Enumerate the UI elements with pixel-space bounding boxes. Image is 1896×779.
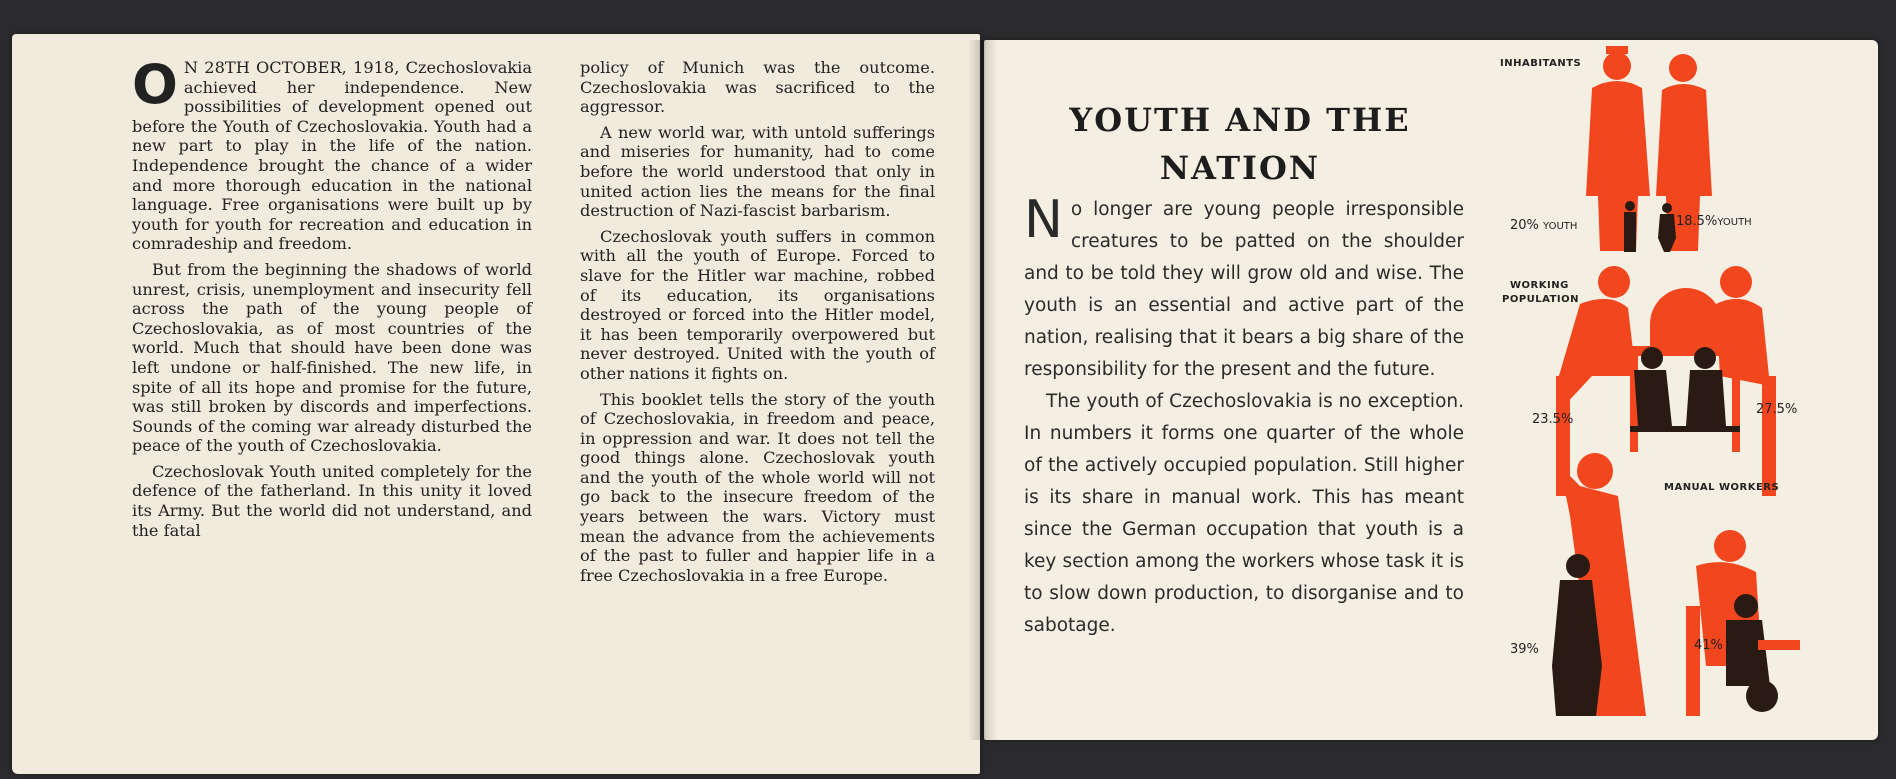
paragraph: But from the beginning the shadows of world unrest, crisis, unemployment and insecurity fell across the path of the young people of Czechoslovakia, as of most countries of the world. Much that should have been done was left undone or half-finished. The new life, in spite of all its hope and promise for the future, was still broken by discords and imperfections. Sounds of the coming war already disturbed the peace of the youth of Czechoslovakia. bbox=[132, 259, 532, 456]
inhabitants-right-pct: 18.5%YOUTH bbox=[1676, 214, 1752, 229]
infographic bbox=[1500, 46, 1800, 726]
book-spine bbox=[968, 40, 998, 740]
paragraph: Czechoslovak youth suffers in common with all the youth of Europe. Forced to slave for the Hitler war machine, robbed of its education, its organisations destroyed or forced into the Hitler model, it has been temporarily overpowered but never destroyed. United with the youth of other nations it fights on. bbox=[580, 226, 935, 383]
working-left-pct: 23.5% bbox=[1532, 412, 1574, 427]
title-line-1: YOUTH AND THE bbox=[1069, 101, 1411, 139]
paragraph: policy of Munich was the outcome. Czechoslovakia was sacrificed to the aggressor. bbox=[580, 58, 935, 117]
manual-left-pct: 39% bbox=[1510, 642, 1539, 657]
paragraph: O N 28TH OCTOBER, 1918, Czechoslovakia achieved her independence. New possibilities of development opened out before the Youth of Czechoslovakia. Youth had a new part to play in the life of the nation. Independence brought the chance of a wider and more thorough education in the national language. Free organisations were built up by youth for youth for recreation and education in comradeship and freedom. bbox=[132, 53, 532, 254]
paragraph: A new world war, with untold sufferings and miseries for humanity, had to come before the world understood that only in united action lies the means for the final destruction of Nazi-fascist barbarism. bbox=[580, 122, 935, 221]
dropcap: N bbox=[1024, 190, 1063, 250]
paragraph: Czechoslovak Youth united completely for the defence of the fatherland. In this unity it loved its Army. But the world did not understand, and the fatal bbox=[132, 461, 532, 540]
inhabitants-left-pct: 20% YOUTH bbox=[1510, 218, 1578, 233]
left-column-2 bbox=[580, 58, 935, 591]
infographic-figures bbox=[1500, 46, 1800, 726]
dropcap: O bbox=[132, 53, 178, 116]
page-title bbox=[1020, 96, 1460, 192]
title-line-2: NATION bbox=[1159, 149, 1321, 187]
working-label-2: POPULATION bbox=[1502, 294, 1580, 305]
paragraph: This booklet tells the story of the youth of Czechoslovakia, in freedom and peace, in oppression and war. It does not tell the good things alone. Czechoslovak youth and the youth of the whole world will not go back to the insecure freedom of the years between the wars. Victory must mean the advance from the achievements of the past to fuller and happier life in a free Czechoslovakia in a free Europe. bbox=[580, 389, 935, 585]
working-right-pct: 27.5% bbox=[1756, 402, 1798, 417]
inhabitants-label: INHABITANTS bbox=[1500, 58, 1582, 69]
paragraph: No longer are young people irresponsible creatures to be patted on the shoulder and to be told they will grow old and wise. The youth is an essential and active part of the nation, realising that it bears a big share of the responsibility for the present and the future. bbox=[1024, 190, 1464, 380]
right-page-body bbox=[1024, 190, 1464, 642]
manual-label: MANUAL WORKERS bbox=[1664, 482, 1780, 493]
left-column-1 bbox=[132, 53, 532, 546]
manual-right-pct: 41% bbox=[1694, 638, 1723, 653]
working-label-1: WORKING bbox=[1510, 280, 1569, 291]
paragraph: The youth of Czechoslovakia is no exception. In numbers it forms one quarter of the whole of the actively occupied population. Still higher is its share in manual work. This has meant since the German occupation that youth is a key section among the workers whose task it is to slow down production, to disorganise and to sabotage. bbox=[1024, 391, 1464, 636]
